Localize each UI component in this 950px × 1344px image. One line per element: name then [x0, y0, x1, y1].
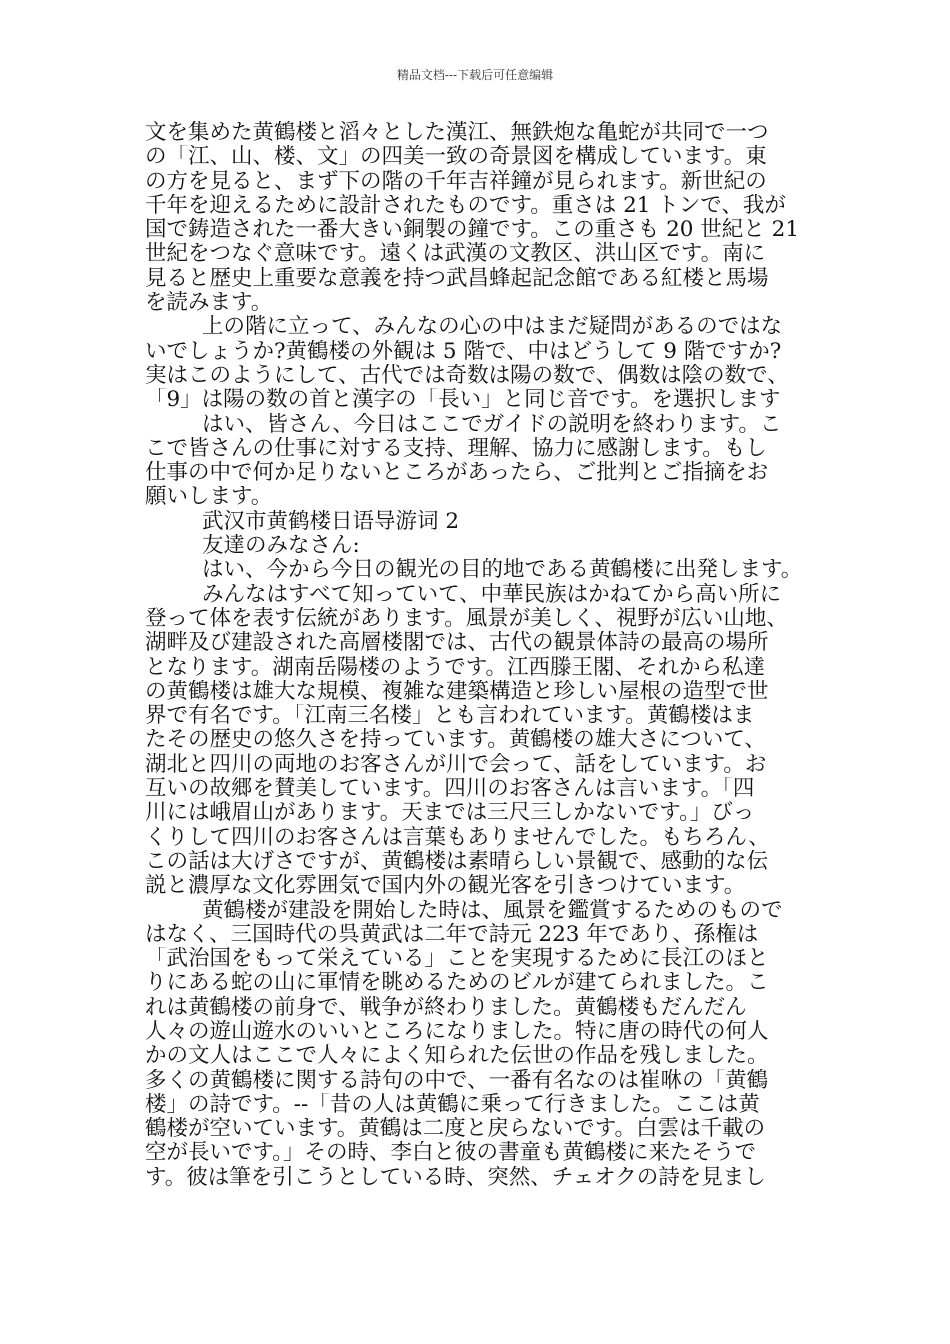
text-line: の黄鶴楼は雄大な規模、複雑な建築構造と珍しい屋根の造型で世: [145, 679, 769, 704]
text-line: はなく、三国時代の呉黄武は二年で詩元 223 年であり、孫権は: [145, 922, 759, 947]
text-line: 楼」の詩です。--「昔の人は黄鶴に乗って行きました。ここは黄: [145, 1092, 760, 1117]
text-line: 鶴楼が空いています。黄鶴は二度と戻らないです。白雲は千載の: [145, 1117, 766, 1142]
text-line: 川には峨眉山があります。天までは三尺三しかないです。」びっ: [145, 801, 755, 826]
text-line: りにある蛇の山に軍情を眺めるためのビルが建てられました。こ: [145, 971, 769, 996]
text-line: 多くの黄鶴楼に関する詩句の中で、一番有名なのは崔咻の「黄鶴: [145, 1068, 769, 1093]
paragraph-start-line: はい、皆さん、今日はここでガイドの説明を終わります。こ: [202, 412, 782, 437]
paragraph-start-line: 黄鶴楼が建設を開始した時は、風景を鑑賞するためのもので: [202, 898, 783, 923]
text-line: 「武治国をもって栄えている」ことを実現するために長江のほと: [145, 947, 769, 972]
paragraph-start-line: 上の階に立って、みんなの心の中はまだ疑問があるのではな: [202, 315, 783, 340]
text-line: 登って体を表す伝統があります。風景が美しく、視野が広い山地、: [145, 606, 788, 631]
text-line: 文を集めた黄鶴楼と滔々とした漢江、無鉄炮な亀蛇が共同で一つ: [145, 121, 769, 145]
text-line: の「江、山、楼、文」の四美一致の奇景図を構成しています。東: [145, 145, 767, 170]
paragraph-start-line: はい、今から今日の観光の目的地である黄鶴楼に出発します。: [202, 558, 803, 583]
text-line: す。彼は筆を引こうとしている時、突然、チェオクの詩を見まし: [145, 1165, 766, 1190]
text-line: となります。湖南岳陽楼のようです。江西滕王閣、それから私達: [145, 655, 766, 680]
text-line: 実はこのようにして、古代では奇数は陽の数で、偶数は陰の数で、: [145, 363, 789, 388]
text-line: 世紀をつなぐ意味です。遠くは武漢の文教区、洪山区です。南に: [145, 242, 766, 267]
text-line: の方を見ると、まず下の階の千年吉祥鐘が見られます。新世紀の: [145, 169, 767, 194]
text-line: この話は大げさですが、黄鶴楼は素晴らしい景観で、感動的な伝: [145, 849, 769, 874]
text-line: 湖北と四川の両地のお客さんが川で会って、話をしています。お: [145, 752, 767, 777]
section-heading: 武汉市黄鹤楼日语导游词 2: [202, 509, 460, 534]
text-line: 湖畔及び建設された高層楼閣では、古代の観景体詩の最高の場所: [145, 631, 769, 656]
text-line: 互いの故郷を賛美しています。四川のお客さんは言います。「四: [145, 777, 755, 802]
document-body: [145, 121, 815, 1190]
text-line: 人々の遊山遊水のいいところになりました。特に唐の時代の何人: [145, 1019, 769, 1044]
text-line: 「9」は陽の数の首と漢字の「長い」と同じ音です。を選択します: [145, 388, 781, 413]
text-line: 千年を迎えるために設計されたものです。重さは 21 トンで、我が: [145, 193, 786, 218]
paragraph-start-line: みんなはすべて知っていて、中華民族はかねてから高い所に: [202, 582, 782, 607]
text-line: 見ると歴史上重要な意義を持つ武昌蜂起記念館である紅楼と馬場: [145, 266, 769, 291]
text-line: 界で有名です。「江南三名楼」とも言われています。黄鶴楼はま: [145, 704, 755, 729]
page-header: 精品文档---下载后可任意编辑: [396, 68, 554, 82]
text-line: れは黄鶴楼の前身で、戦争が終わりました。黄鶴楼もだんだん: [145, 995, 747, 1020]
text-line: を読みます。: [145, 291, 273, 316]
text-line: いでしょうか?黄鶴楼の外観は 5 階で、中はどうして 9 階ですか?: [145, 339, 782, 364]
text-line: 国で鋳造された一番大きい銅製の鐘です。この重さも 20 世紀と 21: [145, 218, 800, 243]
text-line: 説と濃厚な文化雰囲気で国内外の観光客を引きつけています。: [145, 874, 746, 899]
text-line: くりして四川のお客さんは言葉もありませんでした。もちろん、: [145, 825, 770, 850]
text-line: かの文人はここで人々によく知られた伝世の作品を残しました。: [145, 1044, 769, 1069]
greeting-line: 友達のみなさん:: [202, 534, 360, 559]
text-line: 仕事の中で何か足りないところがあったら、ご批判とご指摘をお: [145, 461, 769, 486]
text-line: 願いします。: [145, 485, 273, 510]
text-line: たその歴史の悠久さを持っています。黄鶴楼の雄大さについて、: [145, 728, 766, 753]
text-line: 空が長いです。」その時、李白と彼の書童も黄鶴楼に来たそうで: [145, 1141, 757, 1166]
text-line: こで皆さんの仕事に対する支持、理解、協力に感謝します。もし: [145, 436, 767, 461]
